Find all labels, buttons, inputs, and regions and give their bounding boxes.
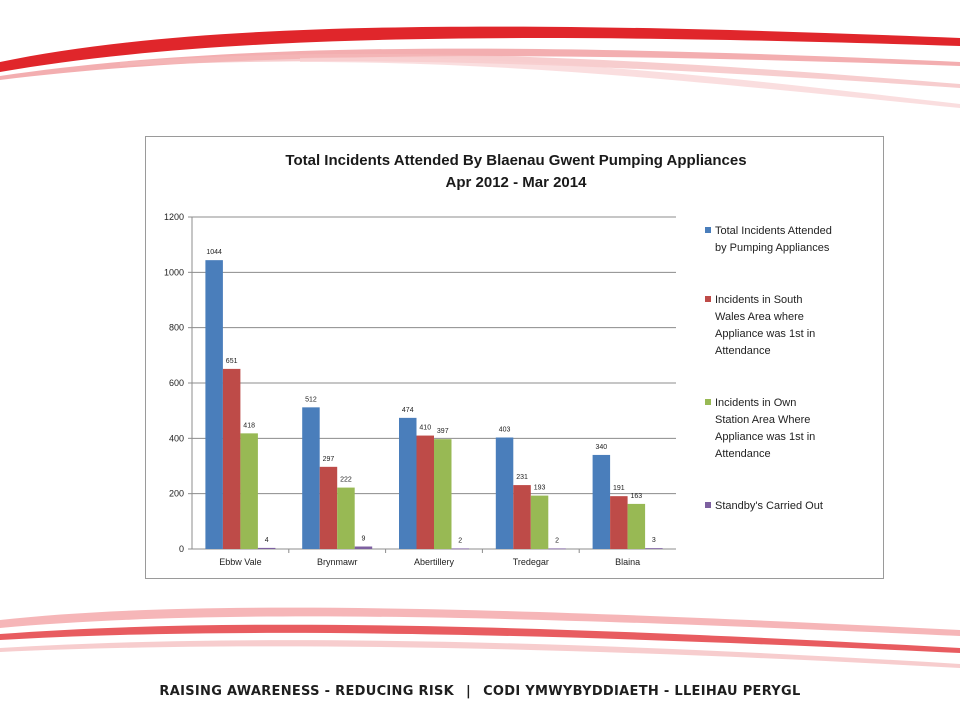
bar bbox=[417, 436, 435, 549]
bar-value-label: 474 bbox=[401, 406, 414, 414]
bar-value-label: 1044 bbox=[206, 249, 222, 257]
bar bbox=[355, 547, 373, 549]
legend-label: Total Incidents Attended by Pumping Appliances bbox=[715, 225, 832, 254]
chart-title: Total Incidents Attended By Blaenau Gwent Pumping Appliances bbox=[285, 152, 747, 169]
bar-value-label: 403 bbox=[498, 426, 511, 434]
bar-value-label: 163 bbox=[630, 492, 643, 500]
bar-value-label: 410 bbox=[419, 424, 432, 432]
y-tick-label: 0 bbox=[178, 544, 184, 554]
bar bbox=[337, 488, 355, 549]
bar bbox=[320, 467, 338, 549]
legend-label: Standby's Carried Out bbox=[715, 500, 823, 512]
footer-welsh-tagline: CODI YMWYBYDDIAETH - LLEIHAU PERYGL bbox=[483, 684, 801, 699]
bar bbox=[645, 548, 663, 549]
bar bbox=[452, 548, 470, 549]
bar-chart bbox=[146, 137, 883, 578]
legend-swatch bbox=[705, 502, 711, 508]
bar bbox=[258, 548, 276, 549]
top-decorative-swoosh bbox=[0, 0, 960, 120]
bar bbox=[531, 496, 549, 549]
bar bbox=[434, 439, 452, 549]
legend-swatch bbox=[705, 227, 711, 233]
legend bbox=[705, 225, 832, 512]
legend-swatch bbox=[705, 399, 711, 405]
bar-value-label: 3 bbox=[651, 537, 656, 545]
bar bbox=[399, 418, 417, 549]
bar bbox=[302, 407, 320, 549]
bar-value-label: 231 bbox=[516, 474, 528, 482]
bar-value-label: 2 bbox=[555, 537, 560, 545]
bar-value-label: 9 bbox=[361, 535, 366, 543]
bar bbox=[610, 496, 628, 549]
bar-value-label: 397 bbox=[436, 428, 449, 436]
legend-label: Incidents in Own Station Area Where Appliance was 1st in Attendance bbox=[715, 397, 816, 460]
bar-value-label: 193 bbox=[533, 484, 546, 492]
chart-frame bbox=[145, 136, 884, 579]
bottom-decorative-swoosh bbox=[0, 590, 960, 680]
y-tick-label: 200 bbox=[168, 488, 184, 499]
y-tick-label: 600 bbox=[168, 378, 184, 388]
x-category-label: Blaina bbox=[615, 557, 641, 567]
bar bbox=[628, 504, 646, 549]
y-tick-label: 1200 bbox=[163, 212, 184, 222]
bar-value-label: 340 bbox=[595, 443, 608, 451]
footer-separator: | bbox=[466, 684, 472, 699]
bar bbox=[548, 548, 566, 549]
legend-swatch bbox=[705, 296, 711, 302]
bar bbox=[513, 485, 531, 549]
bar-value-label: 418 bbox=[243, 422, 255, 430]
bar bbox=[593, 455, 611, 549]
y-tick-label: 800 bbox=[168, 322, 184, 333]
footer-tagline bbox=[0, 684, 960, 699]
bar-value-label: 2 bbox=[458, 537, 463, 545]
bar-value-label: 651 bbox=[225, 357, 238, 365]
footer-english-tagline: RAISING AWARENESS - REDUCING RISK bbox=[159, 684, 455, 699]
x-category-label: Ebbw Vale bbox=[219, 557, 262, 567]
bar bbox=[496, 438, 514, 549]
bar-value-label: 222 bbox=[340, 476, 352, 484]
bar-value-label: 4 bbox=[264, 536, 269, 544]
x-category-label: Tredegar bbox=[512, 557, 549, 567]
bar-value-label: 191 bbox=[613, 485, 625, 493]
bar-value-label: 297 bbox=[322, 455, 335, 463]
y-tick-label: 1000 bbox=[163, 267, 184, 278]
chart-subtitle: Apr 2012 - Mar 2014 bbox=[445, 174, 587, 191]
bar bbox=[240, 433, 258, 549]
x-category-label: Brynmawr bbox=[316, 557, 358, 567]
bars bbox=[205, 260, 662, 549]
bar bbox=[223, 369, 241, 549]
bar-value-label: 512 bbox=[305, 396, 317, 404]
bar bbox=[205, 260, 223, 549]
legend-label: Incidents in South Wales Area where Appliance was 1st in Attendance bbox=[715, 294, 816, 357]
y-tick-label: 400 bbox=[168, 433, 184, 444]
x-category-label: Abertillery bbox=[413, 557, 455, 567]
